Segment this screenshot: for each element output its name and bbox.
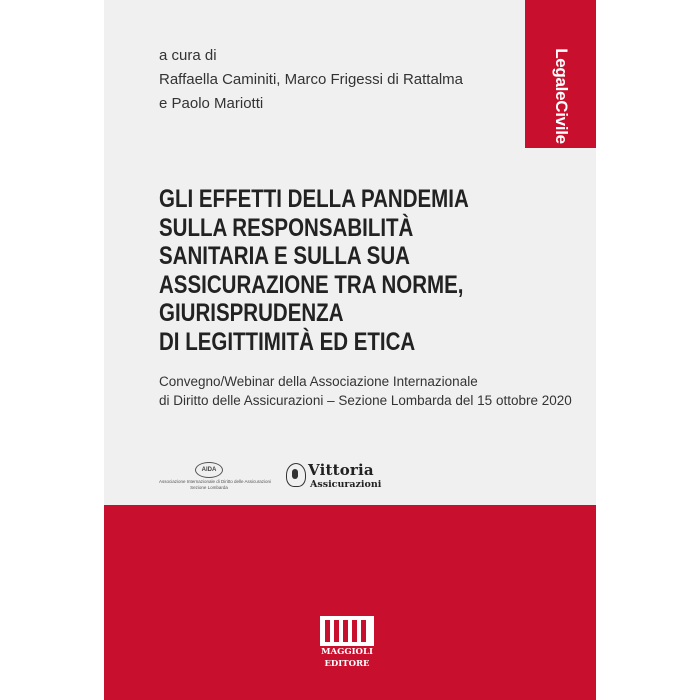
aida-caption: Associazione Internazionale di Diritto delle Assicurazioni — [159, 479, 272, 484]
title-line: SULLA RESPONSABILITÀ — [159, 213, 414, 242]
title-line: DI LEGITTIMITÀ ED ETICA — [159, 327, 416, 356]
vittoria-subtitle: Assicurazioni — [310, 479, 382, 490]
publisher-name: MAGGIOLI — [321, 647, 373, 657]
title-line: ASSICURAZIONE TRA NORME, — [159, 270, 464, 299]
publisher-logo — [320, 616, 374, 669]
book-cover — [104, 0, 596, 700]
bottom-band — [104, 505, 596, 700]
series-label: LegaleCivile — [552, 48, 571, 144]
book-subtitle — [159, 372, 572, 410]
title-line: SANITARIA E SULLA SUA — [159, 242, 410, 270]
book-title — [159, 185, 539, 356]
title-line: GLI EFFETTI DELLA PANDEMIA — [159, 185, 469, 213]
vittoria-emblem-icon — [286, 463, 306, 487]
editors-block — [159, 44, 463, 116]
publisher-label: EDITORE — [324, 658, 370, 669]
subtitle-line: Convegno/Webinar della Associazione Internazionale — [159, 374, 478, 389]
title-line: GIURISPRUDENZA — [159, 299, 344, 327]
aida-caption: Sezione Lombarda — [190, 485, 228, 490]
subtitle-line: di Diritto delle Assicurazioni – Sezione Lombarda del 15 ottobre 2020 — [159, 393, 572, 408]
vittoria-name: Vittoria — [308, 461, 374, 479]
editors-line: e Paolo Mariotti — [159, 95, 264, 112]
aida-emblem-icon: AIDA — [195, 462, 223, 478]
series-tab — [525, 0, 596, 148]
vittoria-logo — [286, 461, 406, 491]
editors-line: a cura di — [159, 47, 217, 64]
aida-logo — [159, 462, 272, 492]
maggioli-mark-icon — [320, 616, 374, 646]
editors-line: Raffaella Caminiti, Marco Frigessi di Rattalma — [159, 71, 463, 88]
